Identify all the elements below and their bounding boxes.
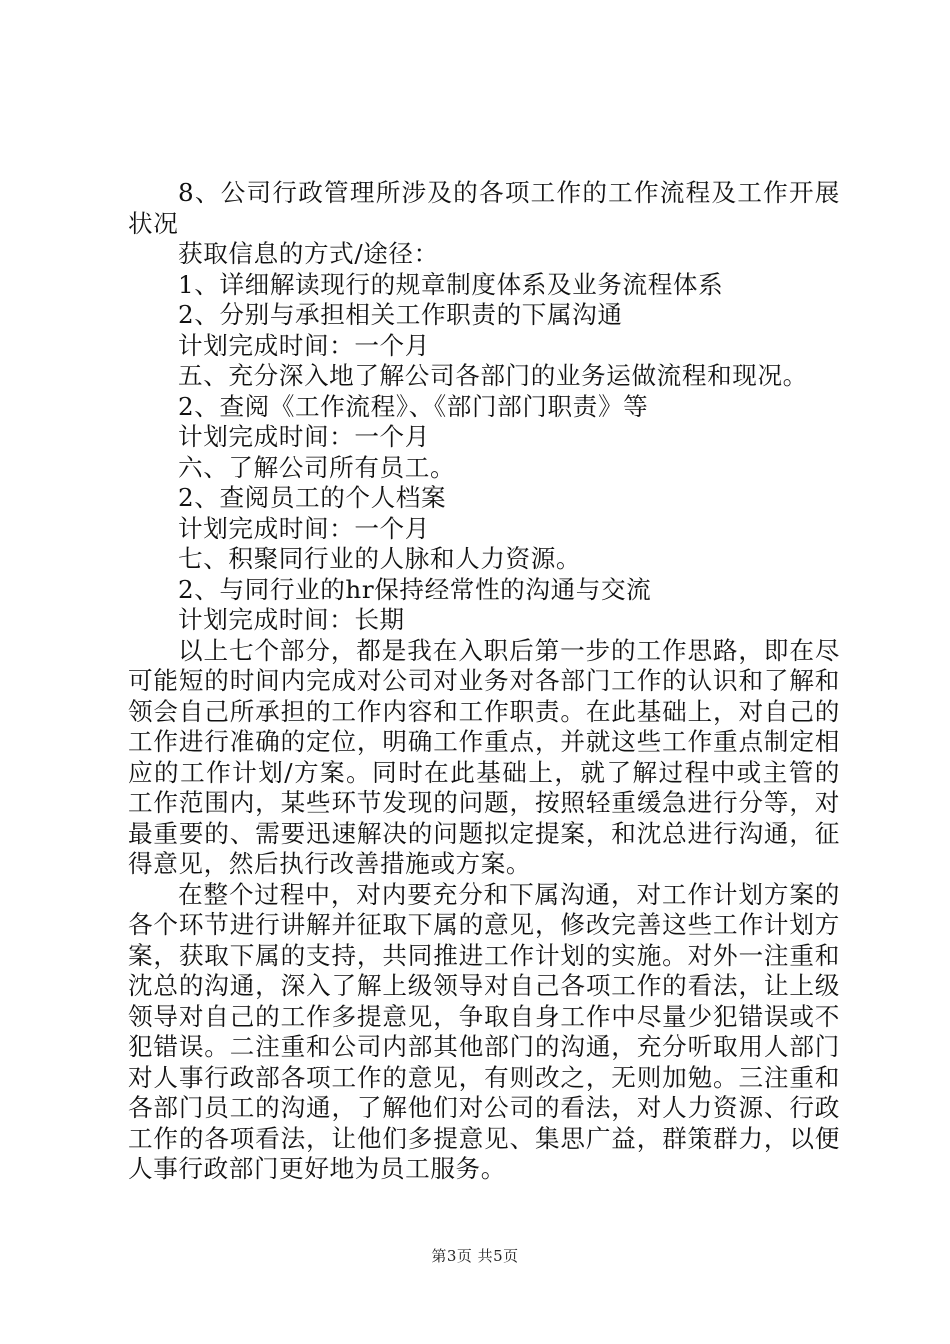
paragraph-section-5: 五、充分深入地了解公司各部门的业务运做流程和现况。 xyxy=(178,361,808,390)
paragraph-item-8: 8、公司行政管理所涉及的各项工作的工作流程及工作开展状况 xyxy=(128,178,840,238)
paragraph-section-7: 七、积聚同行业的人脉和人力资源。 xyxy=(178,544,582,573)
page-footer: 第3页 共5页 xyxy=(431,1247,519,1265)
paragraph-section-6-item-2: 2、查阅员工的个人档案 xyxy=(178,483,447,512)
paragraph-section-5-item-2: 2、查阅《工作流程》、《部门部门职责》等 xyxy=(178,391,649,421)
paragraph-plan-time-3: 计划完成时间：一个月 xyxy=(178,513,430,543)
paragraph-section-6: 六、了解公司所有员工。 xyxy=(178,452,456,482)
paragraph-method-1: 1、详细解读现行的规章制度体系及业务流程体系 xyxy=(178,269,724,299)
paragraph-plan-time-1: 计划完成时间：一个月 xyxy=(178,330,430,360)
paragraph-section-7-item-2: 2、与同行业的hr保持经常性的沟通与交流 xyxy=(178,574,652,604)
paragraph-plan-time-2: 计划完成时间：一个月 xyxy=(178,422,430,451)
paragraph-summary: 以上七个部分，都是我在入职后第一步的工作思路，即在尽可能短的时间内完成对公司对业务对各部门工作的认识和了解和领会自己所承担的工作内容和工作职责。在此基础上，对自己的工作进行准确的定位，明确工作重点，并就这些工作重点制定相应的工作计划/方案。同时在此基础上，就了解过程中或主管的工作范围内，某些环节发现的问题，按照轻重缓急进行分等，对最重要的、需要迅速解决的问题拟定提案，和沈总进行沟通，征得意见，然后执行改善措施或方案。 xyxy=(128,635,840,878)
document-body xyxy=(128,178,840,1185)
paragraph-process: 在整个过程中，对内要充分和下属沟通，对工作计划方案的各个环节进行讲解并征取下属的意见，修改完善这些工作计划方案，获取下属的支持，共同推进工作计划的实施。对外一注重和沈总的沟通，深入了解上级领导对自己各项工作的看法，让上级领导对自己的工作多提意见，争取自身工作中尽量少犯错误或不犯错误。二注重和公司内部其他部门的沟通，充分听取用人部门对人事行政部各项工作的意见，有则改之，无则加勉。三注重和各部门员工的沟通，了解他们对公司的看法，对人力资源、行政工作的各项看法，让他们多提意见、集思广益，群策群力，以便人事行政部门更好地为员工服务。 xyxy=(128,879,840,1183)
paragraph-plan-time-4: 计划完成时间：长期 xyxy=(178,605,405,634)
paragraph-method-2: 2、分别与承担相关工作职责的下属沟通 xyxy=(178,300,623,329)
paragraph-info-method: 获取信息的方式/途径： xyxy=(178,239,439,268)
